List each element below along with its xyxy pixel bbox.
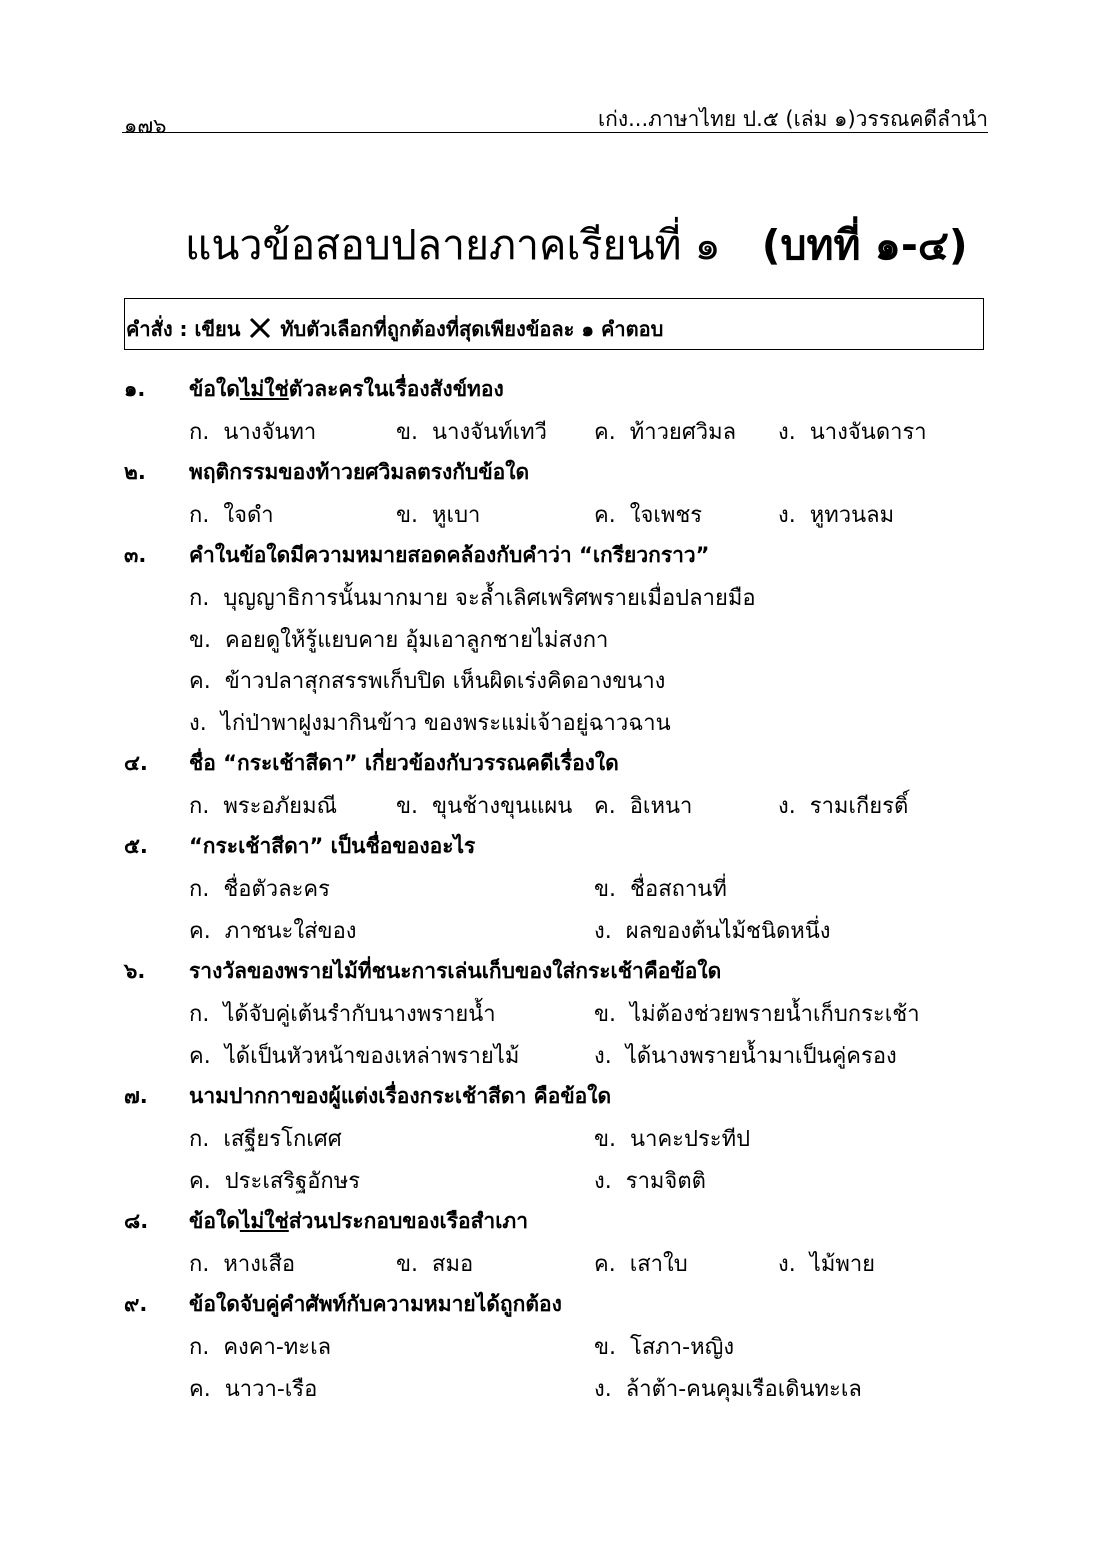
option-a[interactable]: ก. ชื่อตัวละคร xyxy=(189,877,330,902)
option-c[interactable]: ค. ได้เป็นหัวหน้าของเหล่าพรายไม้ xyxy=(189,1044,520,1069)
option-b[interactable]: ข. ขุนช้างขุนแผน xyxy=(396,794,573,819)
instruction xyxy=(126,313,663,345)
option-c[interactable]: ค. เสาใบ xyxy=(594,1252,688,1277)
option-c[interactable]: ค. ประเสริฐอักษร xyxy=(189,1169,361,1194)
option-a[interactable]: ก. เสฐียรโกเศศ xyxy=(189,1127,342,1152)
question-text: นามปากกาของผู้แต่งเรื่องกระเช้าสีดา คือข้อใด xyxy=(189,1084,612,1108)
question-number: ๘. xyxy=(124,1209,149,1233)
question-number: ๑. xyxy=(124,377,146,401)
option-d[interactable]: ง. ล้าต้า-คนคุมเรือเดินทะเล xyxy=(594,1377,862,1402)
option-d[interactable]: ง. ผลของต้นไม้ชนิดหนึ่ง xyxy=(594,919,831,944)
question-text: พฤติกรรมของท้าวยศวิมลตรงกับข้อใด xyxy=(189,460,530,484)
question-text-pre: ข้อใด xyxy=(189,1209,240,1233)
option-b[interactable]: ข. ชื่อสถานที่ xyxy=(594,877,727,902)
option-d[interactable]: ง. นางจันดารา xyxy=(778,420,927,445)
question-text-post: ตัวละครในเรื่องสังข์ทอง xyxy=(288,377,504,401)
option-a[interactable]: ก. บุญญาธิการนั้นมากมาย จะล้ำเลิศเพริศพรายเมื่อปลายมือ xyxy=(189,586,756,611)
option-c[interactable]: ค. ท้าวยศวิมล xyxy=(594,420,737,445)
option-c[interactable]: ค. ใจเพชร xyxy=(594,503,703,528)
page-number: ๑๗๖ xyxy=(124,114,167,138)
option-d[interactable]: ง. ไก่ป่าพาฝูงมากินข้าว ของพระแม่เจ้าอยู่ฉาวฉาน xyxy=(189,711,671,736)
question-number: ๙. xyxy=(124,1292,148,1316)
option-d[interactable]: ง. หูทวนลม xyxy=(778,503,895,528)
header-rule xyxy=(122,132,988,133)
question-text-post: ส่วนประกอบของเรือสำเภา xyxy=(288,1209,529,1233)
option-b[interactable]: ข. หูเบา xyxy=(396,503,481,528)
option-d[interactable]: ง. รามจิตติ xyxy=(594,1169,706,1194)
option-d[interactable]: ง. รามเกียรติ์ xyxy=(778,794,909,819)
option-d[interactable]: ง. ไม้พาย xyxy=(778,1252,876,1277)
title-main: แนวข้อสอบปลายภาคเรียนที่ ๑ xyxy=(185,221,721,269)
page-title xyxy=(185,213,968,278)
option-a[interactable]: ก. คงคา-ทะเล xyxy=(189,1335,332,1360)
option-b[interactable]: ข. สมอ xyxy=(396,1252,474,1277)
question-text-underlined: ไม่ใช่ xyxy=(239,1209,289,1233)
option-c[interactable]: ค. นาวา-เรือ xyxy=(189,1377,318,1402)
question-number: ๔. xyxy=(124,751,148,775)
question-text: ชื่อ “กระเช้าสีดา” เกี่ยวข้องกับวรรณคดีเรื่องใด xyxy=(189,751,619,775)
option-b[interactable]: ข. นาคะประทีป xyxy=(594,1127,751,1152)
option-d[interactable]: ง. ได้นางพรายน้ำมาเป็นคู่ครอง xyxy=(594,1044,897,1069)
question-text: รางวัลของพรายไม้ที่ชนะการเล่นเก็บของใส่กระเช้าคือข้อใด xyxy=(189,959,722,983)
option-a[interactable]: ก. นางจันทา xyxy=(189,420,317,445)
question-number: ๕. xyxy=(124,834,148,858)
option-c[interactable]: ค. ภาชนะใส่ของ xyxy=(189,919,357,944)
option-b[interactable]: ข. โสภา-หญิง xyxy=(594,1335,735,1360)
option-a[interactable]: ก. ได้จับคู่เต้นรำกับนางพรายน้ำ xyxy=(189,1002,496,1027)
option-c[interactable]: ค. อิเหนา xyxy=(594,794,693,819)
question-number: ๖. xyxy=(124,959,146,983)
question-text-underlined: ไม่ใช่ xyxy=(239,377,289,401)
question-text xyxy=(189,1205,528,1238)
option-b[interactable]: ข. นางจันท์เทวี xyxy=(396,420,547,445)
instruction-after: ทับตัวเลือกที่ถูกต้องที่สุดเพียงข้อละ ๑ คำตอบ xyxy=(280,317,664,341)
option-c[interactable]: ค. ข้าวปลาสุกสรรพเก็บปิด เห็นผิดเร่งคิดอางขนาง xyxy=(189,669,666,694)
option-b[interactable]: ข. คอยดูให้รู้แยบคาย อุ้มเอาลูกชายไม่สงกา xyxy=(189,628,609,653)
option-a[interactable]: ก. ใจดำ xyxy=(189,503,274,528)
book-title: เก่ง...ภาษาไทย ป.๕ (เล่ม ๑)วรรณคดีลำนำ xyxy=(597,107,988,131)
title-chapters: (บทที่ ๑-๔) xyxy=(761,221,968,269)
option-a[interactable]: ก. หางเสือ xyxy=(189,1252,296,1277)
question-text: ข้อใดจับคู่คำศัพท์กับความหมายได้ถูกต้อง xyxy=(189,1292,562,1316)
option-b[interactable]: ข. ไม่ต้องช่วยพรายน้ำเก็บกระเช้า xyxy=(594,1002,920,1027)
question-text-pre: ข้อใด xyxy=(189,377,240,401)
question-number: ๓. xyxy=(124,543,147,567)
question-number: ๒. xyxy=(124,460,146,484)
question-text: “กระเช้าสีดา” เป็นชื่อของอะไร xyxy=(189,834,476,858)
question-number: ๗. xyxy=(124,1084,148,1108)
instruction-before: คำสั่ง : เขียน xyxy=(126,317,241,341)
question-text xyxy=(189,373,504,406)
x-mark-icon xyxy=(249,317,271,339)
option-a[interactable]: ก. พระอภัยมณี xyxy=(189,794,337,819)
question-text: คำในข้อใดมีความหมายสอดคล้องกับคำว่า “เกรียวกราว” xyxy=(189,543,710,567)
